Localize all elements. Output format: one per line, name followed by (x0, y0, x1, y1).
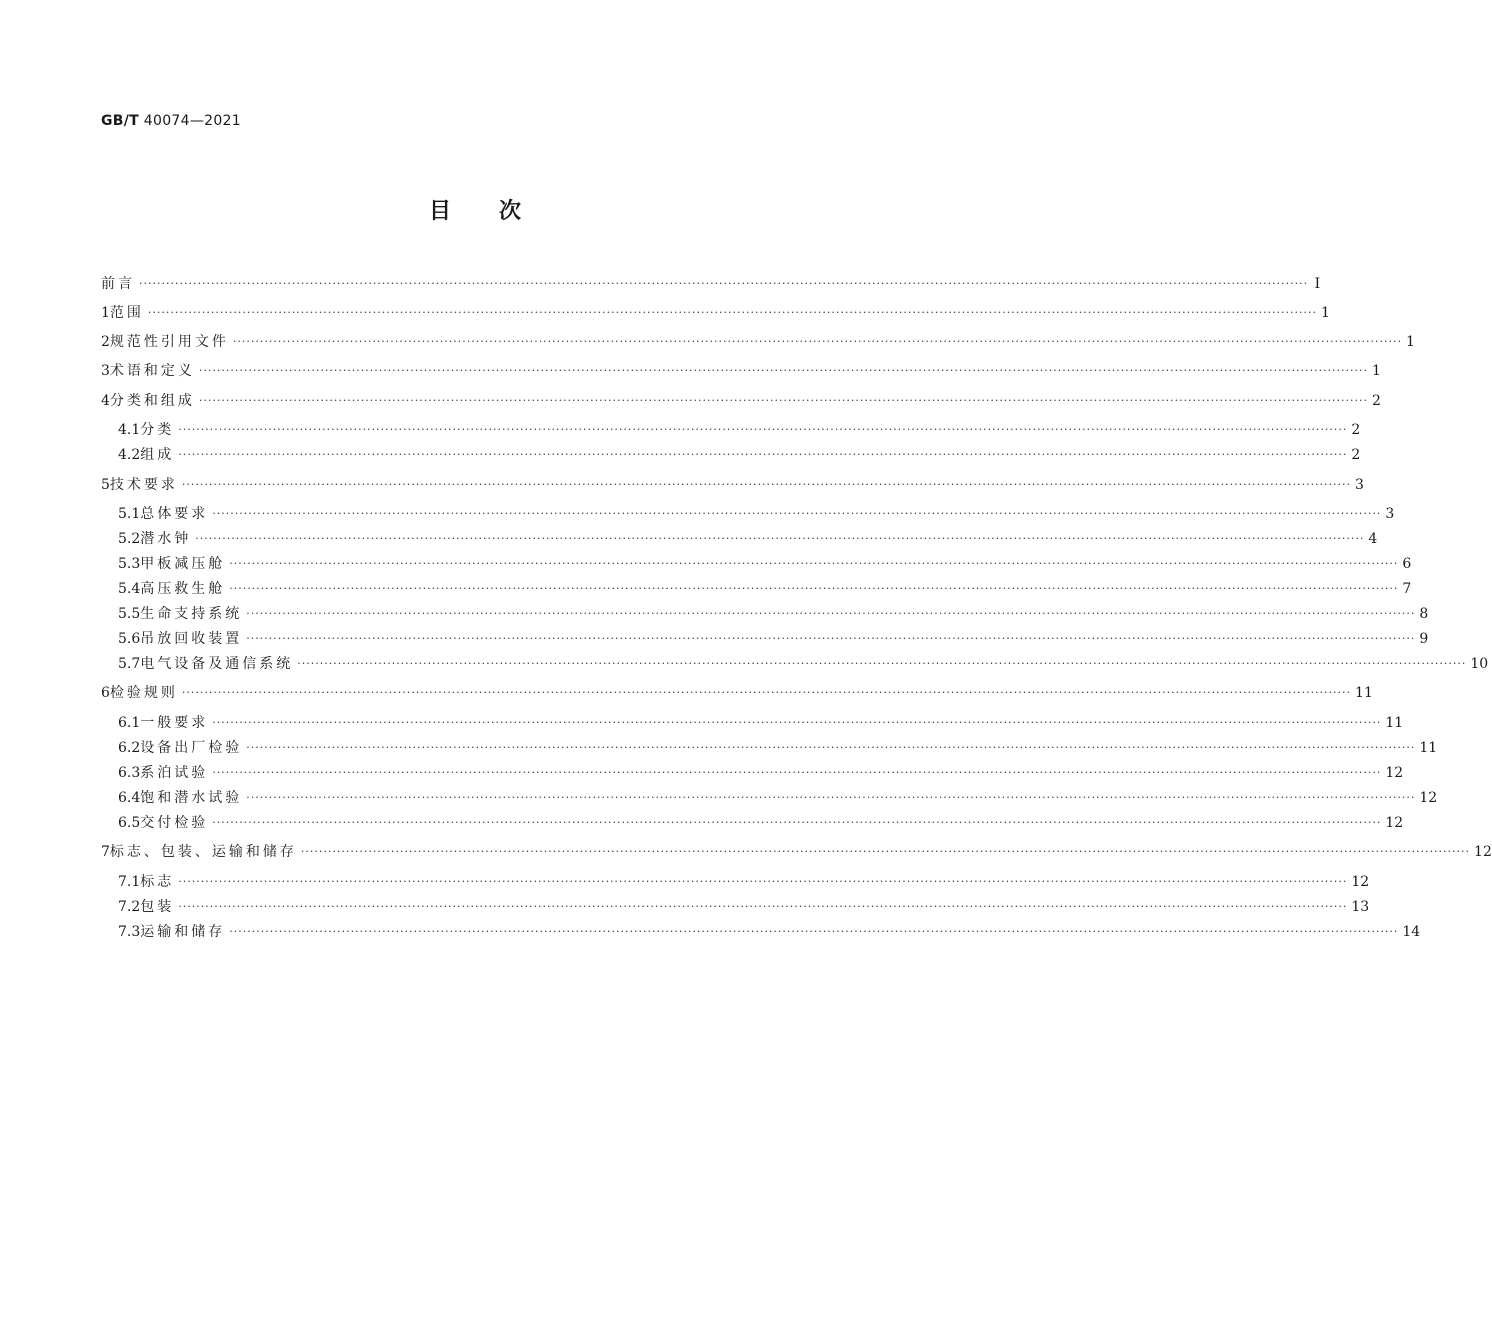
dot-leader: ···································································································································································································································································· (246, 632, 1416, 645)
toc-entry-number: 7.1 (118, 874, 141, 890)
toc-entry-label: 系泊试验 (140, 765, 209, 781)
toc-entry-number: 5.6 (118, 631, 141, 647)
standard-number: 40074—2021 (143, 113, 241, 129)
toc-entry-label: 分类 (140, 422, 175, 438)
toc-entry-label: 分类和组成 (109, 393, 195, 409)
toc-entry-number: 1 (101, 305, 110, 321)
toc-entry-number: 4.2 (118, 447, 141, 463)
toc-entry-number: 3 (101, 363, 110, 379)
toc-entry-number: 6.4 (118, 790, 141, 806)
toc-entry-label: 交付检验 (140, 815, 209, 831)
toc-entry[interactable] (118, 763, 1404, 783)
toc-entry[interactable] (118, 504, 1395, 524)
dot-leader: ···································································································································································································································································· (212, 816, 1382, 829)
dot-leader: ···································································································································································································································································· (139, 277, 1309, 290)
dot-leader: ···································································································································································································································································· (178, 423, 1348, 436)
toc-entry[interactable] (118, 445, 1361, 465)
toc-entry-page: 2 (1351, 447, 1361, 463)
toc-entry[interactable] (118, 872, 1370, 892)
toc-entry-label: 生命支持系统 (140, 606, 243, 622)
toc-entry-page: 14 (1402, 924, 1421, 940)
toc-entry[interactable] (101, 842, 1492, 862)
toc-entry-label: 一般要求 (140, 715, 209, 731)
toc-entry-label: 术语和定义 (109, 363, 195, 379)
toc-entry[interactable] (101, 683, 1373, 703)
toc-entry-number: 2 (101, 334, 110, 350)
toc-entry-page: 4 (1368, 531, 1378, 547)
toc-entry-page: 12 (1419, 790, 1438, 806)
dot-leader: ···································································································································································································································································· (246, 741, 1416, 754)
toc-entry-page: 12 (1351, 874, 1370, 890)
toc-entry[interactable] (118, 629, 1429, 649)
toc-entry-page: 10 (1470, 656, 1489, 672)
toc-entry-label: 标志、包装、运输和储存 (109, 844, 297, 860)
toc-entry-label: 技术要求 (109, 477, 178, 493)
toc-entry-page: 2 (1351, 422, 1361, 438)
toc-entry-label: 运输和储存 (140, 924, 226, 940)
dot-leader: ···································································································································································································································································· (212, 766, 1382, 779)
toc-entry-page: Ⅰ (1314, 276, 1321, 292)
toc-entry-number: 7.2 (118, 899, 141, 915)
toc-entry-label: 范围 (109, 305, 144, 321)
toc-entry-page: 1 (1372, 363, 1381, 379)
dot-leader: ···································································································································································································································································· (198, 364, 1369, 377)
toc-entry-label: 电气设备及通信系统 (140, 656, 294, 672)
toc-entry[interactable] (101, 361, 1381, 381)
toc-entry-number: 5.7 (118, 656, 141, 672)
toc-entry-label: 甲板减压舱 (140, 556, 226, 572)
dot-leader: ···································································································································································································································································· (229, 582, 1399, 595)
toc-entry[interactable] (118, 738, 1438, 758)
toc-entry-label: 饱和潜水试验 (140, 790, 243, 806)
toc-entry-number: 6 (101, 685, 110, 701)
dot-leader: ···································································································································································································································································· (181, 478, 1352, 491)
toc-entry-number: 6.1 (118, 715, 141, 731)
toc-entry-number: 5 (101, 477, 110, 493)
toc-entry-page: 3 (1355, 477, 1364, 493)
toc-entry-page: 9 (1419, 631, 1429, 647)
toc-entry[interactable] (118, 788, 1438, 808)
toc-entry-label: 设备出厂检验 (140, 740, 243, 756)
toc-entry[interactable] (118, 713, 1404, 733)
toc-entry-label: 潜水钟 (140, 531, 192, 547)
toc-entry-page: 1 (1406, 334, 1415, 350)
dot-leader: ···································································································································································································································································· (181, 686, 1352, 699)
dot-leader: ···································································································································································································································································· (212, 507, 1382, 520)
toc-entry-number: 5.3 (118, 556, 141, 572)
toc-entry[interactable] (118, 579, 1412, 599)
dot-leader: ···································································································································································································································································· (147, 306, 1318, 319)
toc-entry-page: 11 (1385, 715, 1404, 731)
toc-entry-label: 包装 (140, 899, 175, 915)
toc-entry[interactable] (101, 303, 1330, 323)
toc-entry-page: 8 (1419, 606, 1429, 622)
toc-entry[interactable] (101, 475, 1364, 495)
dot-leader: ···································································································································································································································································· (178, 875, 1348, 888)
toc-entry[interactable] (118, 654, 1489, 674)
toc-entry-label: 组成 (140, 447, 175, 463)
toc-entry[interactable] (118, 897, 1370, 917)
toc-entry-label: 规范性引用文件 (109, 334, 229, 350)
toc-entry-number: 5.2 (118, 531, 141, 547)
toc-entry-page: 6 (1402, 556, 1412, 572)
dot-leader: ···································································································································································································································································· (212, 716, 1382, 729)
toc-entry[interactable] (118, 922, 1421, 942)
toc-entry-number: 7 (101, 844, 110, 860)
standard-code (101, 113, 241, 129)
toc-entry-page: 12 (1385, 765, 1404, 781)
dot-leader: ···································································································································································································································································· (297, 657, 1467, 670)
toc-entry[interactable] (118, 813, 1404, 833)
toc-entry-number: 5.4 (118, 581, 141, 597)
dot-leader: ···································································································································································································································································· (229, 557, 1399, 570)
toc-entry-page: 7 (1402, 581, 1412, 597)
toc-entry-page: 12 (1385, 815, 1404, 831)
standard-prefix: GB/T (101, 113, 140, 129)
toc-entry-number: 6.5 (118, 815, 141, 831)
toc-entry-number: 4 (101, 393, 110, 409)
dot-leader: ···································································································································································································································································· (178, 448, 1348, 461)
dot-leader: ···································································································································································································································································· (300, 845, 1471, 858)
toc-entry-page: 13 (1351, 899, 1370, 915)
dot-leader: ···································································································································································································································································· (229, 925, 1399, 938)
toc-entry[interactable] (101, 391, 1381, 411)
toc-entry-number: 5.1 (118, 506, 141, 522)
toc-entry[interactable] (101, 332, 1415, 352)
toc-entry-number: 5.5 (118, 606, 141, 622)
toc-entry-page: 12 (1474, 844, 1492, 860)
toc-entry-label: 高压救生舱 (140, 581, 226, 597)
toc-entry-number: 6.2 (118, 740, 141, 756)
dot-leader: ···································································································································································································································································· (195, 532, 1365, 545)
toc-entry[interactable] (101, 274, 1321, 294)
dot-leader: ···································································································································································································································································· (232, 335, 1403, 348)
toc-entry[interactable] (118, 420, 1361, 440)
toc-entry-page: 3 (1385, 506, 1395, 522)
page-title: 目次 (428, 199, 569, 224)
dot-leader: ···································································································································································································································································· (178, 900, 1348, 913)
toc-entry[interactable] (118, 604, 1429, 624)
toc-entry-number: 7.3 (118, 924, 141, 940)
toc-entry[interactable] (118, 529, 1378, 549)
dot-leader: ···································································································································································································································································· (246, 791, 1416, 804)
toc-entry-label: 标志 (140, 874, 175, 890)
dot-leader: ···································································································································································································································································· (198, 394, 1369, 407)
toc-entry-label: 前言 (101, 276, 135, 292)
toc-entry-number: 6.3 (118, 765, 141, 781)
toc-entry-label: 吊放回收装置 (140, 631, 243, 647)
toc-entry[interactable] (118, 554, 1412, 574)
toc-entry-page: 2 (1372, 393, 1381, 409)
toc-entry-page: 11 (1355, 685, 1373, 701)
toc-entry-page: 1 (1321, 305, 1330, 321)
toc-entry-number: 4.1 (118, 422, 141, 438)
toc-entry-label: 总体要求 (140, 506, 209, 522)
toc-entry-page: 11 (1419, 740, 1438, 756)
toc-entry-label: 检验规则 (109, 685, 178, 701)
dot-leader: ···································································································································································································································································· (246, 607, 1416, 620)
